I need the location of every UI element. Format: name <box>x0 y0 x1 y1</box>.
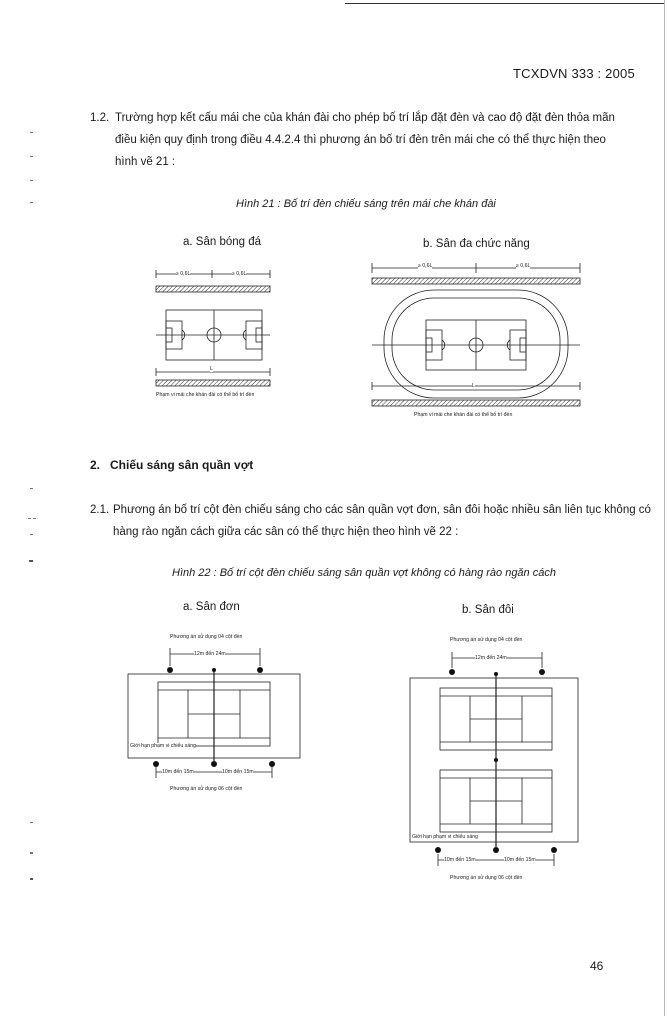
roof-note: Phạm vi mái che khán đài có thể bố trí đèn <box>156 392 255 398</box>
figure-subtitle: a. Sân bóng đá <box>183 236 262 248</box>
length-label: L <box>210 366 213 372</box>
top-note: Phương án sử dụng 04 cột đèn <box>170 634 243 640</box>
multipurpose-roof-diagram <box>368 258 588 418</box>
figure-caption: Hình 21 : Bố trí đèn chiếu sáng trên mái che khán đài <box>236 198 496 210</box>
figure-caption: Hình 22 : Bố trí cột đèn chiếu sáng sân quần vợt không có hàng rào ngăn cách <box>172 567 556 579</box>
bottom-dim-label: 10m đến 15m <box>162 769 194 775</box>
margin-marks <box>28 132 36 892</box>
standard-code: TCXDVN 333 : 2005 <box>513 66 635 81</box>
top-note: Phương án sử dụng 04 cột đèn <box>450 637 523 643</box>
paragraph-line: Trường hợp kết cấu mái che của khán đài cho phép bố trí lắp đặt đèn và cao độ đặt đèn thỏa mãn <box>115 112 615 124</box>
bottom-dim-label: 10m đến 15m <box>444 857 476 863</box>
figure-subtitle: a. Sân đơn <box>183 601 240 613</box>
figure-subtitle: b. Sân đa chức năng <box>423 238 530 250</box>
section-number: 2. <box>90 458 101 472</box>
bottom-dim-label: 10m đến 15m <box>222 769 254 775</box>
limit-label: Giới hạn phạm vi chiếu sáng <box>130 743 196 749</box>
paragraph-line: Phương án bố trí cột đèn chiếu sáng cho các sân quần vợt đơn, sân đôi hoặc nhiều sân liên tục không có <box>113 504 651 516</box>
dim-label: ≥ 0,6L <box>176 271 191 277</box>
figure-subtitle: b. Sân đôi <box>462 604 514 616</box>
bottom-note: Phương án sử dụng 06 cột đèn <box>450 875 523 881</box>
bottom-note: Phương án sử dụng 06 cột đèn <box>170 786 243 792</box>
section-number: 2.1. <box>90 504 110 516</box>
section-heading: Chiếu sáng sân quần vợt <box>110 458 254 472</box>
limit-label: Giới hạn phạm vi chiếu sáng <box>412 834 478 840</box>
bottom-dim-label: 10m đến 15m <box>504 857 536 863</box>
dim-label: ≥ 0,6L <box>418 263 433 269</box>
paragraph-line: điều kiện quy định trong điều 4.4.2.4 thì phương án bố trí đèn trên mái che có thể thực hiện theo <box>115 134 606 146</box>
single-court-diagram <box>126 642 302 782</box>
roof-note: Phạm vi mái che khán đài có thể bố trí đèn <box>414 412 513 418</box>
page-right-rule <box>664 0 665 1016</box>
football-roof-diagram <box>152 264 278 404</box>
paragraph-line: hình vẽ 21 : <box>115 156 176 168</box>
page-number: 46 <box>590 959 604 973</box>
top-dim-label: 12m đến 24m <box>194 651 226 657</box>
paragraph-line: hàng rào ngăn cách giữa các sân có thể thực hiện theo hình vẽ 22 : <box>113 526 459 538</box>
dim-label: ≥ 0,6L <box>232 271 247 277</box>
page-top-rule <box>345 3 665 4</box>
length-label: L <box>472 383 475 389</box>
section-number: 1.2. <box>90 112 110 124</box>
top-dim-label: 12m đến 24m <box>475 655 507 661</box>
dim-label: ≥ 0,6L <box>516 263 531 269</box>
